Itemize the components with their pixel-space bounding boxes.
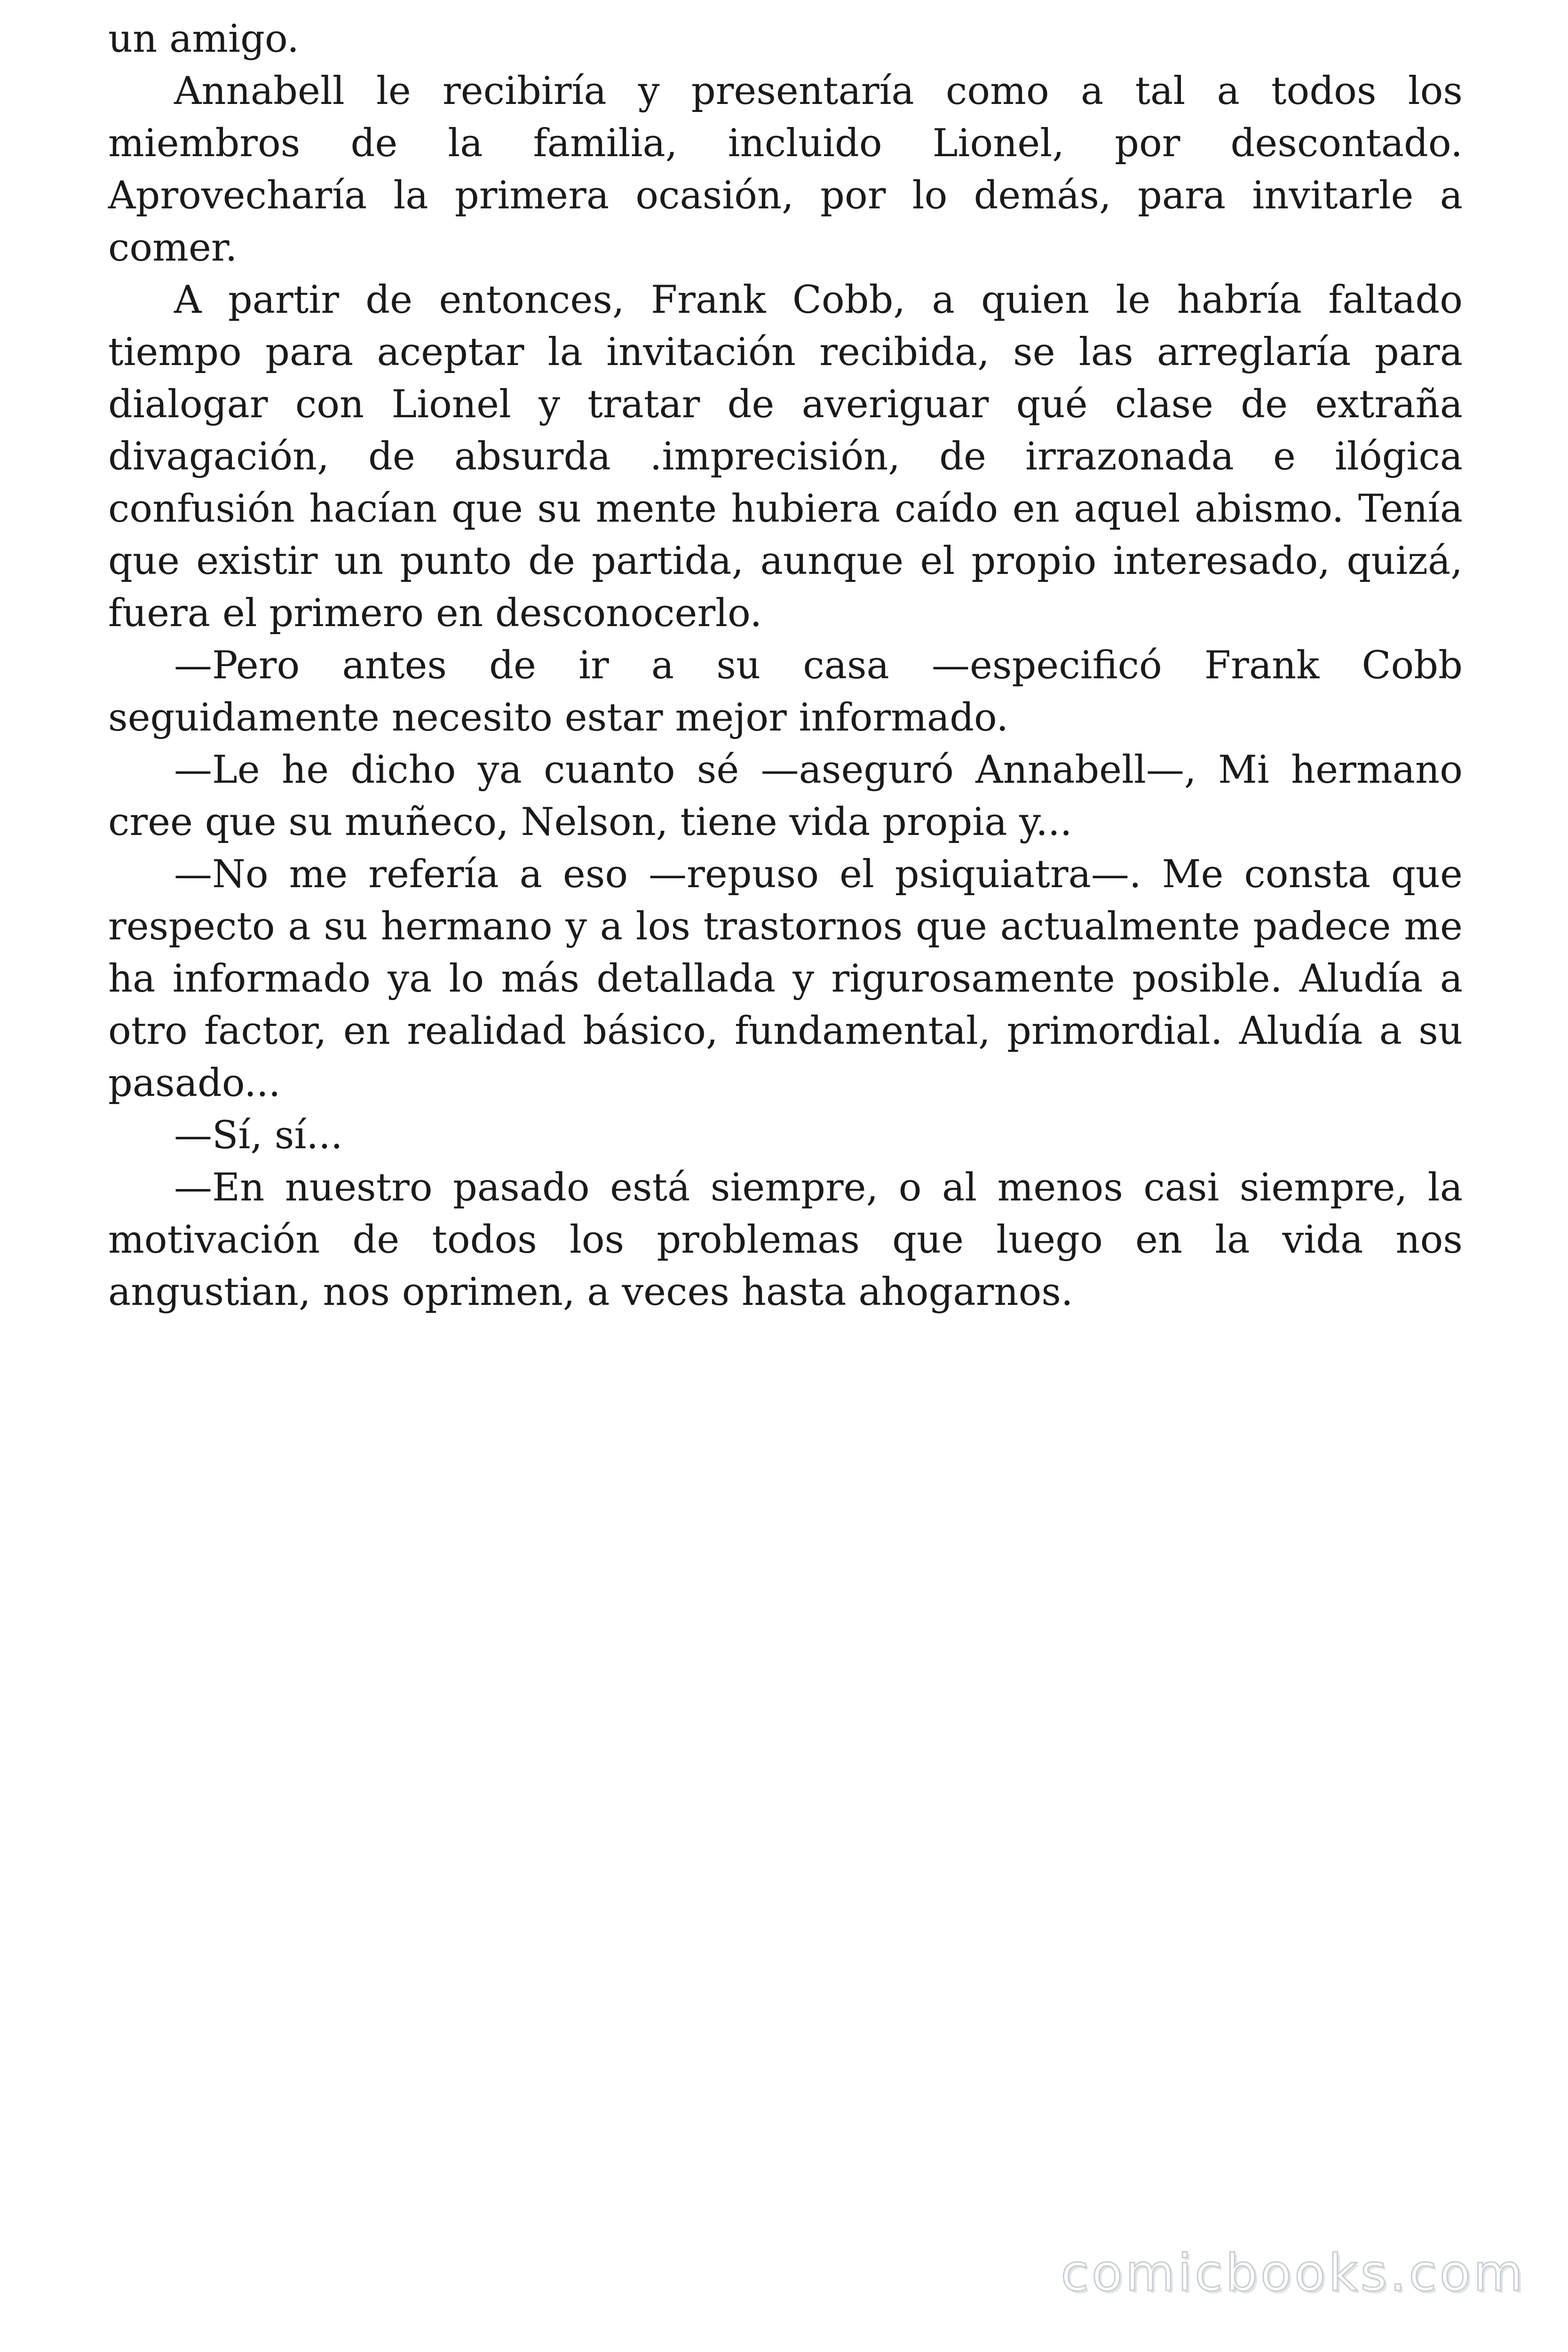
paragraph-3: A partir de entonces, Frank Cobb, a quien le habría faltado tiempo para aceptar la invitación recibida, se las arreglaría para dialogar con Lionel y tratar de averiguar qué clase de extraña divagación, de absurda .imprecisión, de irrazonada e ilógica confusión hacían que su mente hubiera caído en aquel abismo. Tenía que existir un punto de partida, aunque el propio interesado, quizá, fuera el primero en desconocerlo.	[108, 278, 1463, 636]
paragraph-2: Annabell le recibiría y presentaría como a tal a todos los miembros de la familia, incluido Lionel, por descontado. Aprovecharía la primera ocasión, por lo demás, para invitarle a comer.	[108, 69, 1463, 270]
paragraph-7: —Sí, sí...	[174, 1113, 343, 1158]
paragraph-6: —No me refería a eso —repuso el psiquiatra—. Me consta que respecto a su hermano y a los trastornos que actualmente padece me ha informado ya lo más detallada y rigurosamente posible. Aludía a otro factor, en realidad básico, fundamental, primordial. Aludía a su pasado...	[108, 852, 1463, 1105]
paragraph-5: —Le he dicho ya cuanto sé —aseguró Annabell—, Mi hermano cree que su muñeco, Nelson, tiene vida propia y...	[108, 748, 1463, 844]
paragraph-4: —Pero antes de ir a su casa —especificó Frank Cobb seguidamente necesito estar mejor informado.	[108, 644, 1463, 740]
paragraph-1: un amigo.	[108, 17, 300, 61]
paragraph-8: —En nuestro pasado está siempre, o al menos casi siempre, la motivación de todos los problemas que luego en la vida nos angustian, nos oprimen, a veces hasta ahogarnos.	[108, 1166, 1463, 1314]
page-body	[108, 13, 1463, 1319]
watermark-logo: comicbooks.com	[1061, 2244, 1526, 2303]
